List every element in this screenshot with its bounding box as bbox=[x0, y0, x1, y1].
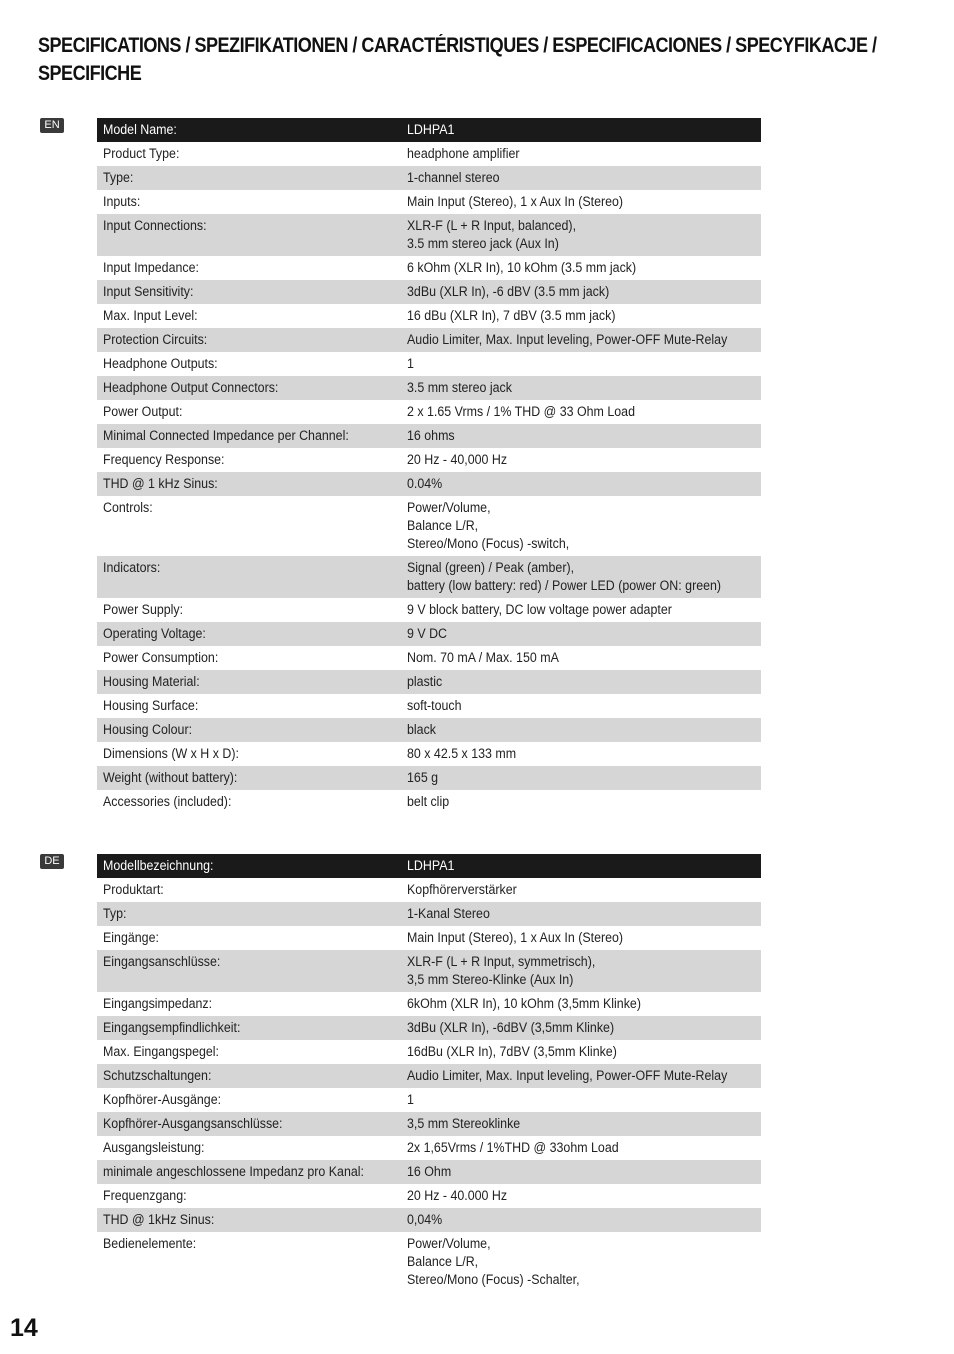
spec-label bbox=[97, 1019, 407, 1037]
spec-label bbox=[97, 427, 407, 445]
spec-label-text: Input Sensitivity: bbox=[103, 284, 194, 299]
spec-label-text: THD @ 1 kHz Sinus: bbox=[103, 476, 218, 491]
spec-label-text: Inputs: bbox=[103, 194, 141, 209]
spec-label-text: Input Impedance: bbox=[103, 260, 199, 275]
table-row bbox=[97, 256, 761, 280]
spec-value-line: Stereo/Mono (Focus) -switch, bbox=[407, 536, 570, 551]
spec-label bbox=[97, 721, 407, 739]
spec-label-text: Weight (without battery): bbox=[103, 770, 238, 785]
spec-label-text: minimale angeschlossene Impedanz pro Kanal: bbox=[103, 1164, 364, 1179]
spec-value bbox=[407, 1115, 761, 1133]
spec-label-text: Frequenzgang: bbox=[103, 1188, 187, 1203]
spec-value-line: Signal (green) / Peak (amber), bbox=[407, 560, 575, 575]
spec-value bbox=[407, 995, 761, 1013]
spec-label-text: Eingänge: bbox=[103, 930, 159, 945]
spec-label bbox=[97, 283, 407, 301]
spec-label bbox=[97, 905, 407, 923]
spec-label bbox=[97, 625, 407, 643]
spec-label-text: Power Output: bbox=[103, 404, 183, 419]
spec-value bbox=[407, 905, 761, 923]
spec-value bbox=[407, 331, 761, 349]
spec-value-line: soft-touch bbox=[407, 698, 462, 713]
spec-value bbox=[407, 283, 761, 301]
spec-label bbox=[97, 355, 407, 373]
spec-value-line: LDHPA1 bbox=[407, 122, 455, 137]
spec-value bbox=[407, 1043, 761, 1061]
spec-label-text: Ausgangsleistung: bbox=[103, 1140, 205, 1155]
spec-value-line: 9 V block battery, DC low voltage power adapter bbox=[407, 602, 672, 617]
table-row bbox=[97, 646, 761, 670]
spec-value-line: 3.5 mm stereo jack bbox=[407, 380, 512, 395]
spec-value-line: 6 kOhm (XLR In), 10 kOhm (3.5 mm jack) bbox=[407, 260, 637, 275]
language-badge-de: DE bbox=[40, 854, 64, 869]
table-row bbox=[97, 400, 761, 424]
spec-value-line: 6kOhm (XLR In), 10 kOhm (3,5mm Klinke) bbox=[407, 996, 641, 1011]
spec-value-line: 0.04% bbox=[407, 476, 443, 491]
spec-value-line: 2x 1,65Vrms / 1%THD @ 33ohm Load bbox=[407, 1140, 619, 1155]
spec-value-line: 80 x 42.5 x 133 mm bbox=[407, 746, 517, 761]
spec-value bbox=[407, 1067, 761, 1085]
spec-label-text: Controls: bbox=[103, 500, 153, 515]
spec-label-text: Model Name: bbox=[103, 122, 177, 137]
spec-value-line: 165 g bbox=[407, 770, 439, 785]
table-row bbox=[97, 1016, 761, 1040]
spec-value bbox=[407, 475, 761, 493]
spec-value bbox=[407, 857, 761, 875]
spec-value bbox=[407, 745, 761, 763]
spec-label-text: Power Supply: bbox=[103, 602, 184, 617]
spec-value-line: 1-Kanal Stereo bbox=[407, 906, 490, 921]
table-row bbox=[97, 1064, 761, 1088]
spec-value-line: Stereo/Mono (Focus) -Schalter, bbox=[407, 1272, 580, 1287]
spec-value-line: 20 Hz - 40,000 Hz bbox=[407, 452, 508, 467]
spec-label bbox=[97, 331, 407, 349]
spec-value bbox=[407, 559, 761, 595]
table-row bbox=[97, 556, 761, 598]
spec-label-text: Eingangsanschlüsse: bbox=[103, 954, 221, 969]
spec-value bbox=[407, 169, 761, 187]
spec-label-text: Kopfhörer-Ausgänge: bbox=[103, 1092, 222, 1107]
spec-value-line: 1 bbox=[407, 1092, 414, 1107]
table-row bbox=[97, 448, 761, 472]
table-row bbox=[97, 424, 761, 448]
table-row bbox=[97, 214, 761, 256]
spec-value-line: Main Input (Stereo), 1 x Aux In (Stereo) bbox=[407, 194, 624, 209]
spec-value-line: LDHPA1 bbox=[407, 858, 455, 873]
spec-label-text: Produktart: bbox=[103, 882, 164, 897]
spec-value-line: 1-channel stereo bbox=[407, 170, 500, 185]
table-row bbox=[97, 1088, 761, 1112]
spec-label bbox=[97, 1043, 407, 1061]
spec-value-line: Audio Limiter, Max. Input leveling, Power-OFF Mute-Relay bbox=[407, 1068, 728, 1083]
spec-value-line: 20 Hz - 40.000 Hz bbox=[407, 1188, 508, 1203]
spec-value bbox=[407, 881, 761, 899]
spec-label bbox=[97, 1187, 407, 1205]
table-row bbox=[97, 950, 761, 992]
spec-value-line: 16dBu (XLR In), 7dBV (3,5mm Klinke) bbox=[407, 1044, 617, 1059]
spec-label bbox=[97, 145, 407, 163]
spec-label-text: Minimal Connected Impedance per Channel: bbox=[103, 428, 349, 443]
spec-label bbox=[97, 1235, 407, 1289]
spec-value bbox=[407, 793, 761, 811]
spec-label bbox=[97, 995, 407, 1013]
spec-value bbox=[407, 307, 761, 325]
table-row bbox=[97, 280, 761, 304]
spec-label-text: Housing Colour: bbox=[103, 722, 193, 737]
spec-value bbox=[407, 601, 761, 619]
table-row bbox=[97, 328, 761, 352]
spec-label bbox=[97, 697, 407, 715]
spec-value bbox=[407, 451, 761, 469]
spec-value-line: plastic bbox=[407, 674, 443, 689]
table-header-row bbox=[97, 854, 761, 878]
table-row bbox=[97, 352, 761, 376]
spec-label-text: Power Consumption: bbox=[103, 650, 219, 665]
spec-value bbox=[407, 625, 761, 643]
spec-value bbox=[407, 649, 761, 667]
spec-label-text: Housing Material: bbox=[103, 674, 200, 689]
spec-label-text: Headphone Outputs: bbox=[103, 356, 218, 371]
spec-label bbox=[97, 953, 407, 989]
spec-label-text: Typ: bbox=[103, 906, 127, 921]
spec-value bbox=[407, 193, 761, 211]
spec-label bbox=[97, 259, 407, 277]
spec-value bbox=[407, 259, 761, 277]
spec-value bbox=[407, 145, 761, 163]
spec-label bbox=[97, 379, 407, 397]
table-row bbox=[97, 670, 761, 694]
spec-value-line: XLR-F (L + R Input, symmetrisch), bbox=[407, 954, 596, 969]
table-row bbox=[97, 902, 761, 926]
spec-value bbox=[407, 929, 761, 947]
spec-value-line: 2 x 1.65 Vrms / 1% THD @ 33 Ohm Load bbox=[407, 404, 635, 419]
spec-value-line: Audio Limiter, Max. Input leveling, Power-OFF Mute-Relay bbox=[407, 332, 728, 347]
spec-label bbox=[97, 929, 407, 947]
spec-label bbox=[97, 881, 407, 899]
spec-value bbox=[407, 1187, 761, 1205]
table-row bbox=[97, 1112, 761, 1136]
spec-label bbox=[97, 769, 407, 787]
spec-label-text: Housing Surface: bbox=[103, 698, 199, 713]
spec-value bbox=[407, 1091, 761, 1109]
spec-label bbox=[97, 559, 407, 595]
spec-label-text: THD @ 1kHz Sinus: bbox=[103, 1212, 215, 1227]
spec-label bbox=[97, 1139, 407, 1157]
spec-value-line: Main Input (Stereo), 1 x Aux In (Stereo) bbox=[407, 930, 624, 945]
spec-label-text: Max. Eingangspegel: bbox=[103, 1044, 220, 1059]
table-row bbox=[97, 926, 761, 950]
spec-label-text: Modellbezeichnung: bbox=[103, 858, 214, 873]
spec-label bbox=[97, 793, 407, 811]
table-row bbox=[97, 1040, 761, 1064]
spec-value-line: battery (low battery: red) / Power LED (power ON: green) bbox=[407, 578, 722, 593]
spec-value bbox=[407, 1211, 761, 1229]
table-row bbox=[97, 742, 761, 766]
table-row bbox=[97, 694, 761, 718]
table-row bbox=[97, 1184, 761, 1208]
spec-value-line: 16 ohms bbox=[407, 428, 455, 443]
spec-value bbox=[407, 673, 761, 691]
spec-label bbox=[97, 649, 407, 667]
spec-value bbox=[407, 403, 761, 421]
spec-value-line: 3dBu (XLR In), -6dBV (3,5mm Klinke) bbox=[407, 1020, 615, 1035]
spec-value bbox=[407, 721, 761, 739]
spec-table-de bbox=[97, 854, 761, 1292]
spec-value-line: headphone amplifier bbox=[407, 146, 520, 161]
spec-label bbox=[97, 121, 407, 139]
table-row bbox=[97, 496, 761, 556]
table-row bbox=[97, 992, 761, 1016]
spec-value-line: Power/Volume, bbox=[407, 500, 491, 515]
spec-label bbox=[97, 475, 407, 493]
spec-label bbox=[97, 673, 407, 691]
spec-label bbox=[97, 601, 407, 619]
spec-label-text: Input Connections: bbox=[103, 218, 207, 233]
spec-label-text: Protection Circuits: bbox=[103, 332, 208, 347]
spec-value-line: XLR-F (L + R Input, balanced), bbox=[407, 218, 577, 233]
spec-label-text: Kopfhörer-Ausgangsanschlüsse: bbox=[103, 1116, 283, 1131]
spec-label bbox=[97, 1067, 407, 1085]
table-row bbox=[97, 718, 761, 742]
spec-value bbox=[407, 1019, 761, 1037]
spec-value-line: 0,04% bbox=[407, 1212, 443, 1227]
spec-label bbox=[97, 857, 407, 875]
table-row bbox=[97, 1232, 761, 1292]
table-row bbox=[97, 166, 761, 190]
spec-value-line: Kopfhörerverstärker bbox=[407, 882, 517, 897]
spec-label-text: Product Type: bbox=[103, 146, 180, 161]
spec-value-line: 3dBu (XLR In), -6 dBV (3.5 mm jack) bbox=[407, 284, 610, 299]
spec-label-text: Dimensions (W x H x D): bbox=[103, 746, 239, 761]
spec-label-text: Accessories (included): bbox=[103, 794, 232, 809]
table-header-row bbox=[97, 118, 761, 142]
language-badge-en: EN bbox=[40, 118, 64, 133]
spec-label-text: Headphone Output Connectors: bbox=[103, 380, 279, 395]
spec-label-text: Eingangsimpedanz: bbox=[103, 996, 213, 1011]
spec-value-line: 3,5 mm Stereoklinke bbox=[407, 1116, 521, 1131]
spec-value-line: belt clip bbox=[407, 794, 450, 809]
spec-value bbox=[407, 697, 761, 715]
spec-label bbox=[97, 745, 407, 763]
spec-value bbox=[407, 1235, 761, 1289]
spec-value bbox=[407, 217, 761, 253]
page-number: 14 bbox=[10, 1314, 38, 1342]
table-row bbox=[97, 790, 761, 814]
spec-label bbox=[97, 1091, 407, 1109]
spec-label-text: Schutzschaltungen: bbox=[103, 1068, 212, 1083]
spec-label bbox=[97, 217, 407, 253]
spec-value bbox=[407, 379, 761, 397]
spec-label bbox=[97, 451, 407, 469]
spec-value-line: 1 bbox=[407, 356, 414, 371]
table-row bbox=[97, 1208, 761, 1232]
table-row bbox=[97, 766, 761, 790]
spec-value bbox=[407, 953, 761, 989]
table-row bbox=[97, 598, 761, 622]
spec-value-line: 3.5 mm stereo jack (Aux In) bbox=[407, 236, 559, 251]
spec-value-line: Balance L/R, bbox=[407, 1254, 479, 1269]
spec-value bbox=[407, 499, 761, 553]
spec-label bbox=[97, 193, 407, 211]
spec-table-en bbox=[97, 118, 761, 814]
spec-value-line: Power/Volume, bbox=[407, 1236, 491, 1251]
table-row bbox=[97, 622, 761, 646]
spec-label-text: Max. Input Level: bbox=[103, 308, 198, 323]
spec-label-text: Operating Voltage: bbox=[103, 626, 206, 641]
spec-label-text: Bedienelemente: bbox=[103, 1236, 197, 1251]
spec-label bbox=[97, 307, 407, 325]
spec-value-line: 9 V DC bbox=[407, 626, 448, 641]
spec-value-line: Balance L/R, bbox=[407, 518, 479, 533]
spec-value bbox=[407, 1163, 761, 1181]
table-row bbox=[97, 1136, 761, 1160]
table-row bbox=[97, 472, 761, 496]
spec-value bbox=[407, 355, 761, 373]
spec-label-text: Eingangsempfindlichkeit: bbox=[103, 1020, 241, 1035]
spec-label-text: Indicators: bbox=[103, 560, 161, 575]
spec-value bbox=[407, 1139, 761, 1157]
spec-label bbox=[97, 403, 407, 421]
table-row bbox=[97, 304, 761, 328]
spec-label bbox=[97, 1211, 407, 1229]
page-title: SPECIFICATIONS / SPEZIFIKATIONEN / CARACTÉRISTIQUES / ESPECIFICACIONES / SPECYFIKACJE / SPECIFICHE bbox=[38, 34, 877, 85]
table-row bbox=[97, 190, 761, 214]
table-row bbox=[97, 1160, 761, 1184]
spec-label bbox=[97, 499, 407, 553]
table-row bbox=[97, 142, 761, 166]
table-row bbox=[97, 376, 761, 400]
spec-label bbox=[97, 1115, 407, 1133]
spec-label bbox=[97, 169, 407, 187]
spec-label-text: Frequency Response: bbox=[103, 452, 225, 467]
spec-value-line: 16 Ohm bbox=[407, 1164, 452, 1179]
spec-value-line: 3,5 mm Stereo-Klinke (Aux In) bbox=[407, 972, 574, 987]
spec-value bbox=[407, 769, 761, 787]
spec-value-line: black bbox=[407, 722, 436, 737]
table-row bbox=[97, 878, 761, 902]
spec-label bbox=[97, 1163, 407, 1181]
spec-value bbox=[407, 121, 761, 139]
spec-value-line: Nom. 70 mA / Max. 150 mA bbox=[407, 650, 559, 665]
spec-value bbox=[407, 427, 761, 445]
spec-value-line: 16 dBu (XLR In), 7 dBV (3.5 mm jack) bbox=[407, 308, 616, 323]
spec-label-text: Type: bbox=[103, 170, 134, 185]
